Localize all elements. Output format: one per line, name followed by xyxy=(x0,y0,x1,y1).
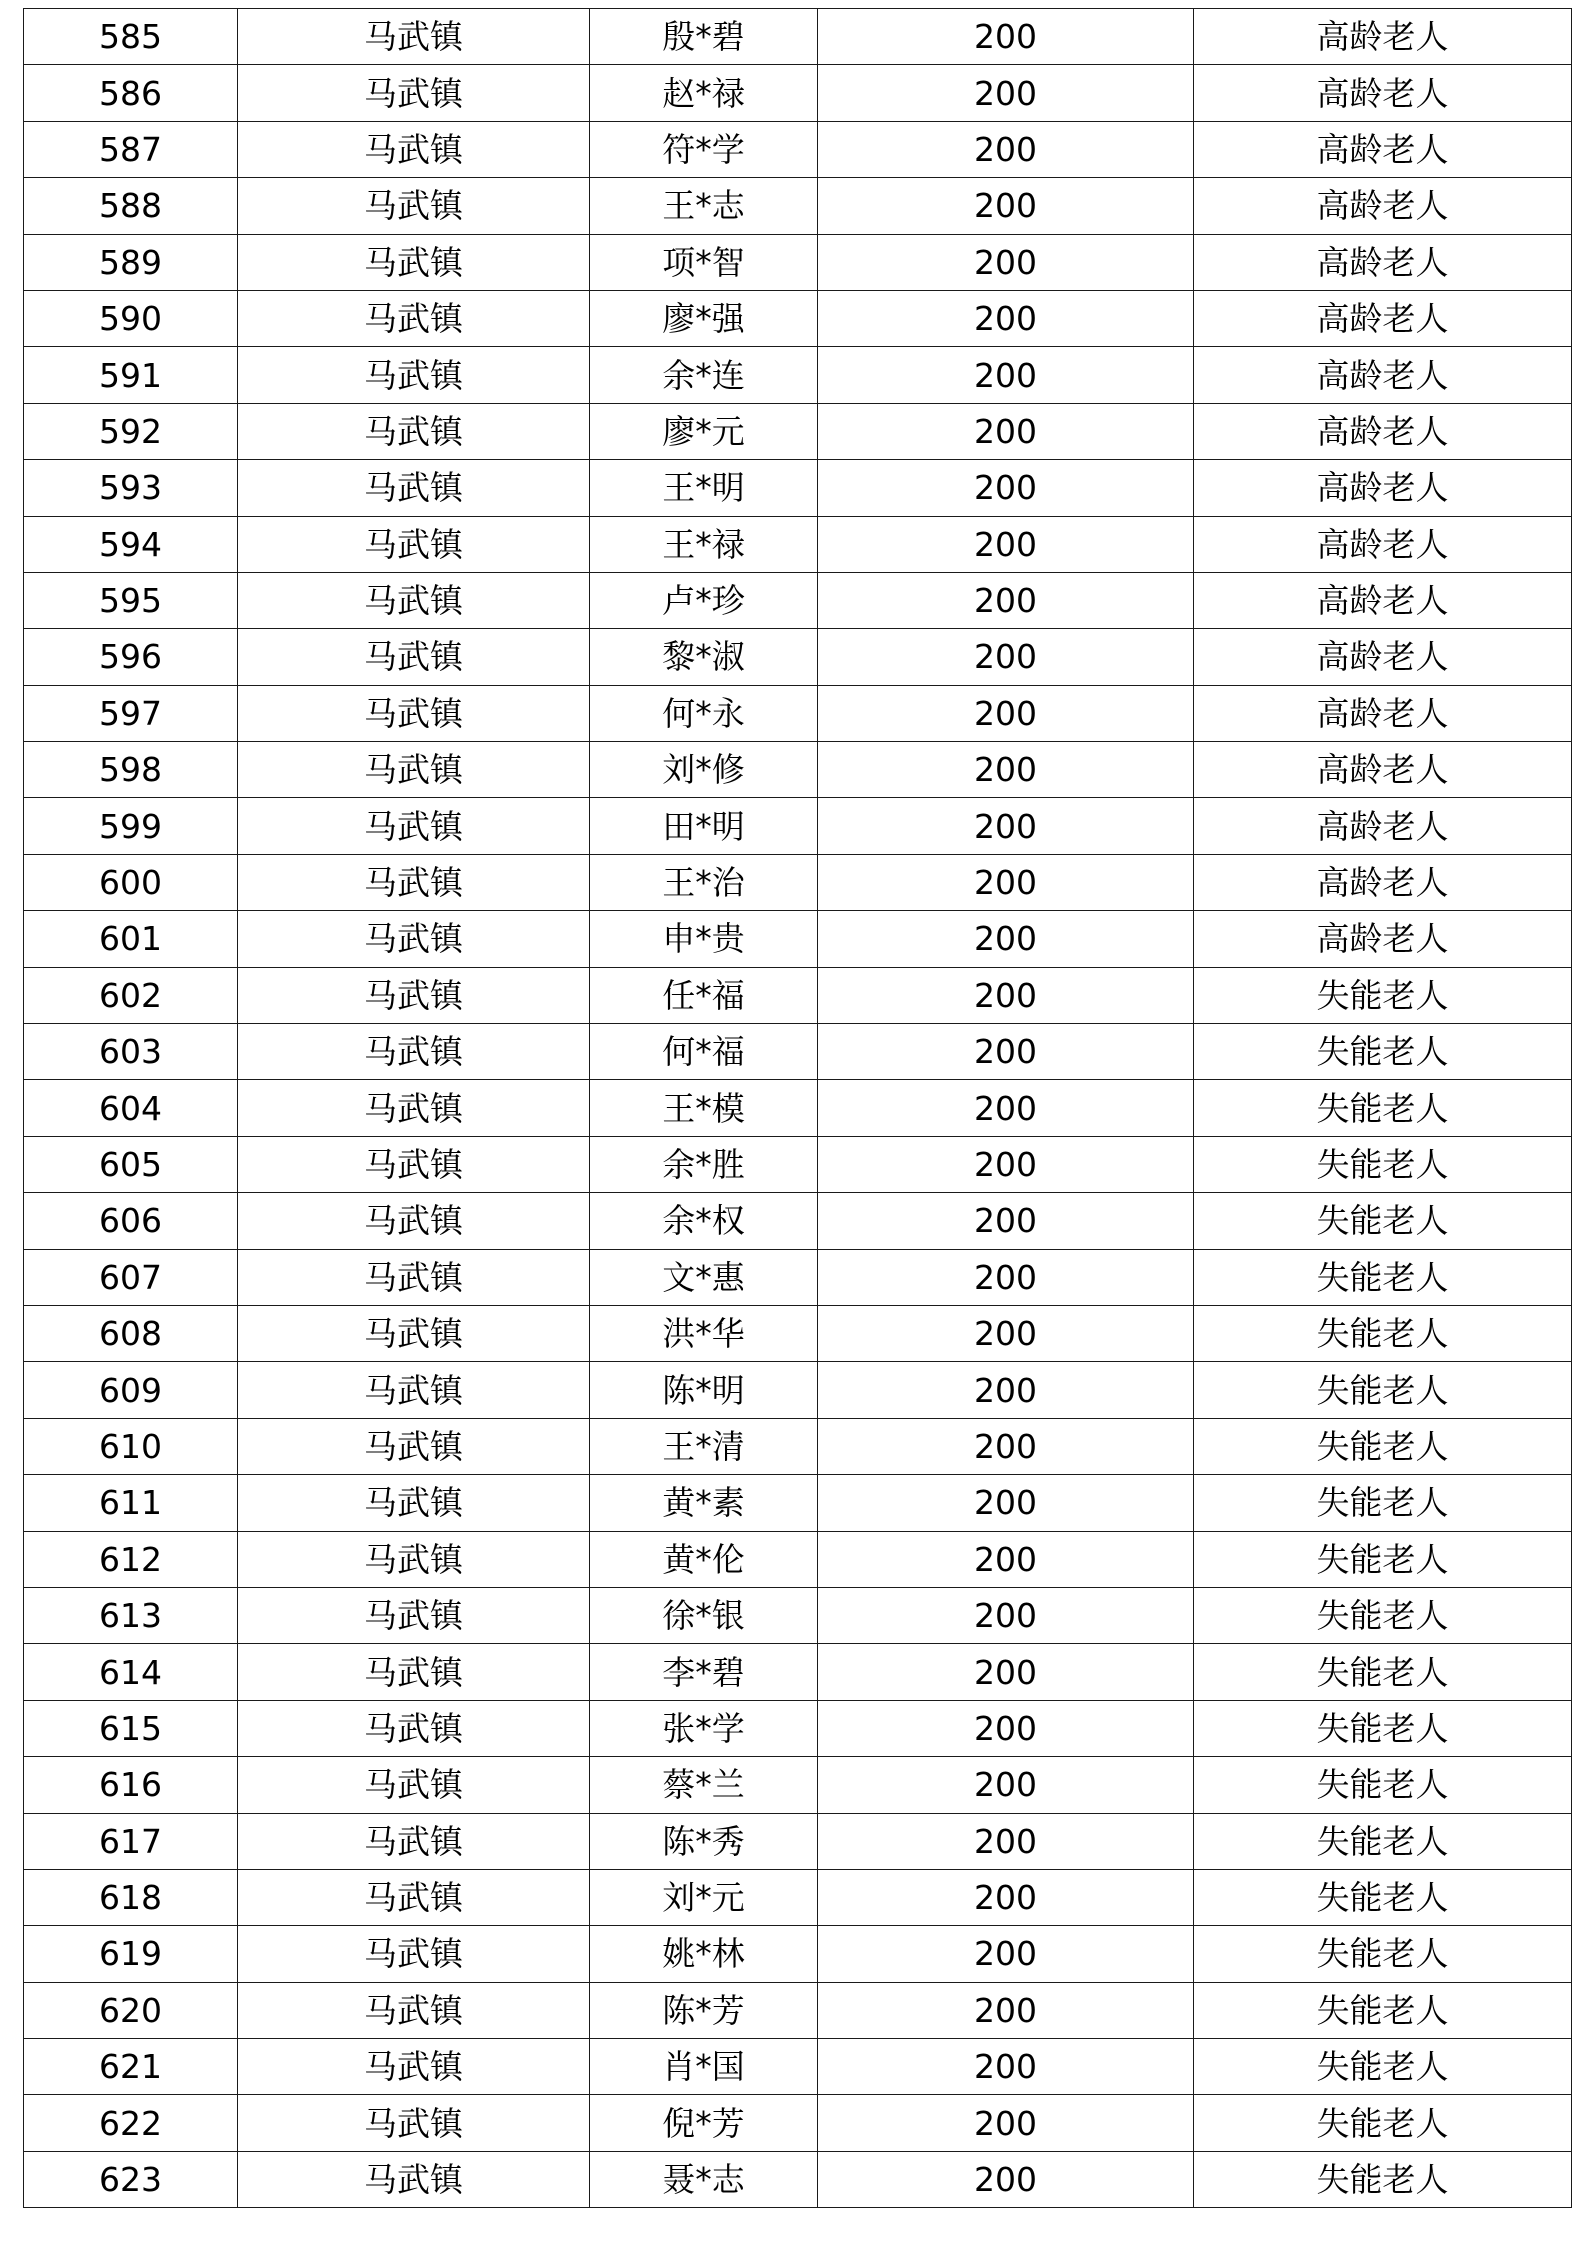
table-row xyxy=(24,1531,1572,1587)
cell-name: 余*连 xyxy=(590,347,818,403)
cell-number: 621 xyxy=(24,2039,238,2095)
cell-amount: 200 xyxy=(818,1531,1194,1587)
table-row xyxy=(24,967,1572,1023)
cell-town: 马武镇 xyxy=(238,1587,590,1643)
cell-number: 612 xyxy=(24,1531,238,1587)
cell-name: 殷*碧 xyxy=(590,9,818,65)
cell-category: 高龄老人 xyxy=(1194,854,1572,910)
table-row xyxy=(24,2039,1572,2095)
cell-number: 604 xyxy=(24,1080,238,1136)
cell-town: 马武镇 xyxy=(238,1813,590,1869)
cell-category: 失能老人 xyxy=(1194,1982,1572,2038)
cell-category: 高龄老人 xyxy=(1194,516,1572,572)
cell-number: 587 xyxy=(24,121,238,177)
table-row xyxy=(24,1080,1572,1136)
table-row xyxy=(24,1982,1572,2038)
cell-name: 陈*芳 xyxy=(590,1982,818,2038)
cell-name: 蔡*兰 xyxy=(590,1757,818,1813)
cell-amount: 200 xyxy=(818,798,1194,854)
cell-amount: 200 xyxy=(818,1926,1194,1982)
cell-number: 605 xyxy=(24,1136,238,1192)
cell-category: 高龄老人 xyxy=(1194,742,1572,798)
cell-number: 606 xyxy=(24,1193,238,1249)
cell-category: 失能老人 xyxy=(1194,1926,1572,1982)
cell-category: 失能老人 xyxy=(1194,1813,1572,1869)
table-row xyxy=(24,178,1572,234)
cell-amount: 200 xyxy=(818,234,1194,290)
cell-name: 廖*强 xyxy=(590,290,818,346)
cell-town: 马武镇 xyxy=(238,2095,590,2151)
cell-category: 高龄老人 xyxy=(1194,347,1572,403)
cell-town: 马武镇 xyxy=(238,1757,590,1813)
cell-name: 何*永 xyxy=(590,685,818,741)
cell-amount: 200 xyxy=(818,121,1194,177)
cell-number: 608 xyxy=(24,1305,238,1361)
cell-town: 马武镇 xyxy=(238,1531,590,1587)
cell-town: 马武镇 xyxy=(238,1193,590,1249)
cell-name: 符*学 xyxy=(590,121,818,177)
cell-name: 陈*明 xyxy=(590,1362,818,1418)
cell-amount: 200 xyxy=(818,2039,1194,2095)
table-row xyxy=(24,121,1572,177)
cell-number: 623 xyxy=(24,2151,238,2207)
table-row xyxy=(24,1869,1572,1925)
cell-number: 617 xyxy=(24,1813,238,1869)
table-row xyxy=(24,460,1572,516)
cell-town: 马武镇 xyxy=(238,178,590,234)
cell-number: 591 xyxy=(24,347,238,403)
cell-town: 马武镇 xyxy=(238,1362,590,1418)
table-row xyxy=(24,1249,1572,1305)
cell-number: 593 xyxy=(24,460,238,516)
cell-amount: 200 xyxy=(818,1362,1194,1418)
cell-category: 失能老人 xyxy=(1194,1305,1572,1361)
cell-number: 609 xyxy=(24,1362,238,1418)
cell-number: 611 xyxy=(24,1475,238,1531)
cell-amount: 200 xyxy=(818,9,1194,65)
cell-town: 马武镇 xyxy=(238,347,590,403)
cell-town: 马武镇 xyxy=(238,1475,590,1531)
table-row xyxy=(24,234,1572,290)
table-row xyxy=(24,1813,1572,1869)
cell-amount: 200 xyxy=(818,1024,1194,1080)
cell-amount: 200 xyxy=(818,65,1194,121)
cell-town: 马武镇 xyxy=(238,1249,590,1305)
cell-category: 高龄老人 xyxy=(1194,403,1572,459)
cell-amount: 200 xyxy=(818,1587,1194,1643)
cell-name: 陈*秀 xyxy=(590,1813,818,1869)
cell-name: 王*明 xyxy=(590,460,818,516)
table-row xyxy=(24,742,1572,798)
cell-name: 王*志 xyxy=(590,178,818,234)
table-row xyxy=(24,1475,1572,1531)
cell-amount: 200 xyxy=(818,742,1194,798)
cell-name: 王*治 xyxy=(590,854,818,910)
cell-town: 马武镇 xyxy=(238,1644,590,1700)
cell-number: 610 xyxy=(24,1418,238,1474)
cell-category: 失能老人 xyxy=(1194,1080,1572,1136)
cell-amount: 200 xyxy=(818,2151,1194,2207)
table-row xyxy=(24,65,1572,121)
cell-name: 余*权 xyxy=(590,1193,818,1249)
table-row xyxy=(24,1700,1572,1756)
cell-town: 马武镇 xyxy=(238,516,590,572)
cell-number: 588 xyxy=(24,178,238,234)
cell-amount: 200 xyxy=(818,1305,1194,1361)
cell-town: 马武镇 xyxy=(238,9,590,65)
cell-amount: 200 xyxy=(818,1813,1194,1869)
cell-amount: 200 xyxy=(818,1982,1194,2038)
cell-category: 高龄老人 xyxy=(1194,685,1572,741)
cell-name: 文*惠 xyxy=(590,1249,818,1305)
cell-number: 586 xyxy=(24,65,238,121)
cell-name: 赵*禄 xyxy=(590,65,818,121)
table-row xyxy=(24,629,1572,685)
cell-number: 599 xyxy=(24,798,238,854)
cell-amount: 200 xyxy=(818,290,1194,346)
cell-name: 徐*银 xyxy=(590,1587,818,1643)
cell-category: 失能老人 xyxy=(1194,2039,1572,2095)
cell-amount: 200 xyxy=(818,911,1194,967)
cell-town: 马武镇 xyxy=(238,2039,590,2095)
cell-amount: 200 xyxy=(818,1249,1194,1305)
cell-name: 申*贵 xyxy=(590,911,818,967)
cell-name: 张*学 xyxy=(590,1700,818,1756)
cell-name: 何*福 xyxy=(590,1024,818,1080)
cell-town: 马武镇 xyxy=(238,911,590,967)
cell-name: 廖*元 xyxy=(590,403,818,459)
cell-amount: 200 xyxy=(818,1136,1194,1192)
cell-name: 黎*淑 xyxy=(590,629,818,685)
cell-name: 黄*素 xyxy=(590,1475,818,1531)
cell-amount: 200 xyxy=(818,1757,1194,1813)
cell-name: 任*福 xyxy=(590,967,818,1023)
cell-category: 高龄老人 xyxy=(1194,460,1572,516)
cell-town: 马武镇 xyxy=(238,290,590,346)
cell-number: 598 xyxy=(24,742,238,798)
cell-amount: 200 xyxy=(818,1193,1194,1249)
cell-town: 马武镇 xyxy=(238,1418,590,1474)
cell-town: 马武镇 xyxy=(238,629,590,685)
cell-category: 高龄老人 xyxy=(1194,9,1572,65)
cell-number: 615 xyxy=(24,1700,238,1756)
cell-amount: 200 xyxy=(818,1418,1194,1474)
cell-category: 失能老人 xyxy=(1194,1475,1572,1531)
table-row xyxy=(24,1024,1572,1080)
cell-number: 613 xyxy=(24,1587,238,1643)
table-row xyxy=(24,9,1572,65)
cell-amount: 200 xyxy=(818,1700,1194,1756)
table-row xyxy=(24,1926,1572,1982)
cell-number: 597 xyxy=(24,685,238,741)
table-row xyxy=(24,798,1572,854)
cell-number: 590 xyxy=(24,290,238,346)
cell-town: 马武镇 xyxy=(238,1869,590,1925)
table-row xyxy=(24,1587,1572,1643)
cell-name: 聂*志 xyxy=(590,2151,818,2207)
cell-category: 高龄老人 xyxy=(1194,798,1572,854)
cell-town: 马武镇 xyxy=(238,798,590,854)
table-row xyxy=(24,1305,1572,1361)
cell-town: 马武镇 xyxy=(238,1024,590,1080)
cell-category: 高龄老人 xyxy=(1194,911,1572,967)
cell-number: 595 xyxy=(24,572,238,628)
cell-category: 高龄老人 xyxy=(1194,629,1572,685)
cell-amount: 200 xyxy=(818,516,1194,572)
cell-name: 倪*芳 xyxy=(590,2095,818,2151)
cell-number: 616 xyxy=(24,1757,238,1813)
cell-number: 596 xyxy=(24,629,238,685)
cell-category: 失能老人 xyxy=(1194,1362,1572,1418)
cell-number: 601 xyxy=(24,911,238,967)
cell-category: 失能老人 xyxy=(1194,1193,1572,1249)
cell-amount: 200 xyxy=(818,685,1194,741)
cell-category: 失能老人 xyxy=(1194,1869,1572,1925)
table-row xyxy=(24,290,1572,346)
cell-amount: 200 xyxy=(818,403,1194,459)
cell-name: 卢*珍 xyxy=(590,572,818,628)
cell-town: 马武镇 xyxy=(238,2151,590,2207)
subsidy-table xyxy=(23,8,1572,2208)
cell-category: 失能老人 xyxy=(1194,1024,1572,1080)
cell-number: 602 xyxy=(24,967,238,1023)
table-row xyxy=(24,1644,1572,1700)
cell-number: 600 xyxy=(24,854,238,910)
cell-amount: 200 xyxy=(818,178,1194,234)
cell-name: 田*明 xyxy=(590,798,818,854)
cell-name: 王*禄 xyxy=(590,516,818,572)
table-body xyxy=(24,9,1572,2208)
cell-amount: 200 xyxy=(818,1869,1194,1925)
table-row xyxy=(24,685,1572,741)
cell-category: 失能老人 xyxy=(1194,967,1572,1023)
cell-category: 高龄老人 xyxy=(1194,290,1572,346)
cell-amount: 200 xyxy=(818,1080,1194,1136)
cell-number: 585 xyxy=(24,9,238,65)
cell-name: 王*模 xyxy=(590,1080,818,1136)
table-row xyxy=(24,572,1572,628)
cell-category: 失能老人 xyxy=(1194,1700,1572,1756)
cell-category: 高龄老人 xyxy=(1194,65,1572,121)
cell-name: 项*智 xyxy=(590,234,818,290)
cell-category: 高龄老人 xyxy=(1194,234,1572,290)
cell-number: 603 xyxy=(24,1024,238,1080)
cell-amount: 200 xyxy=(818,629,1194,685)
table-row xyxy=(24,2095,1572,2151)
cell-amount: 200 xyxy=(818,572,1194,628)
cell-town: 马武镇 xyxy=(238,1305,590,1361)
cell-amount: 200 xyxy=(818,2095,1194,2151)
cell-town: 马武镇 xyxy=(238,121,590,177)
cell-town: 马武镇 xyxy=(238,572,590,628)
cell-name: 黄*伦 xyxy=(590,1531,818,1587)
cell-category: 失能老人 xyxy=(1194,1757,1572,1813)
cell-name: 姚*林 xyxy=(590,1926,818,1982)
cell-number: 618 xyxy=(24,1869,238,1925)
cell-category: 高龄老人 xyxy=(1194,178,1572,234)
cell-category: 失能老人 xyxy=(1194,1418,1572,1474)
table-row xyxy=(24,1136,1572,1192)
cell-town: 马武镇 xyxy=(238,65,590,121)
cell-category: 高龄老人 xyxy=(1194,121,1572,177)
cell-amount: 200 xyxy=(818,854,1194,910)
cell-number: 594 xyxy=(24,516,238,572)
table-row xyxy=(24,1757,1572,1813)
table-row xyxy=(24,911,1572,967)
cell-town: 马武镇 xyxy=(238,234,590,290)
cell-amount: 200 xyxy=(818,347,1194,403)
cell-name: 洪*华 xyxy=(590,1305,818,1361)
cell-number: 620 xyxy=(24,1982,238,2038)
cell-town: 马武镇 xyxy=(238,403,590,459)
cell-amount: 200 xyxy=(818,460,1194,516)
cell-town: 马武镇 xyxy=(238,742,590,798)
cell-town: 马武镇 xyxy=(238,967,590,1023)
cell-number: 589 xyxy=(24,234,238,290)
cell-amount: 200 xyxy=(818,1644,1194,1700)
cell-town: 马武镇 xyxy=(238,854,590,910)
cell-name: 王*清 xyxy=(590,1418,818,1474)
cell-category: 失能老人 xyxy=(1194,1249,1572,1305)
table-row xyxy=(24,403,1572,459)
cell-category: 失能老人 xyxy=(1194,1531,1572,1587)
table-row xyxy=(24,1418,1572,1474)
cell-category: 失能老人 xyxy=(1194,1587,1572,1643)
cell-name: 李*碧 xyxy=(590,1644,818,1700)
table-row xyxy=(24,347,1572,403)
table-row xyxy=(24,854,1572,910)
cell-town: 马武镇 xyxy=(238,460,590,516)
table-row xyxy=(24,1193,1572,1249)
cell-amount: 200 xyxy=(818,1475,1194,1531)
cell-category: 失能老人 xyxy=(1194,1644,1572,1700)
cell-amount: 200 xyxy=(818,967,1194,1023)
cell-town: 马武镇 xyxy=(238,685,590,741)
cell-town: 马武镇 xyxy=(238,1926,590,1982)
cell-town: 马武镇 xyxy=(238,1982,590,2038)
table-row xyxy=(24,516,1572,572)
cell-category: 高龄老人 xyxy=(1194,572,1572,628)
cell-name: 刘*修 xyxy=(590,742,818,798)
cell-category: 失能老人 xyxy=(1194,2151,1572,2207)
cell-number: 592 xyxy=(24,403,238,459)
table-row xyxy=(24,2151,1572,2207)
cell-name: 肖*国 xyxy=(590,2039,818,2095)
cell-town: 马武镇 xyxy=(238,1136,590,1192)
cell-number: 619 xyxy=(24,1926,238,1982)
cell-number: 622 xyxy=(24,2095,238,2151)
cell-town: 马武镇 xyxy=(238,1080,590,1136)
cell-town: 马武镇 xyxy=(238,1700,590,1756)
cell-name: 刘*元 xyxy=(590,1869,818,1925)
table-row xyxy=(24,1362,1572,1418)
cell-number: 607 xyxy=(24,1249,238,1305)
cell-category: 失能老人 xyxy=(1194,1136,1572,1192)
cell-name: 余*胜 xyxy=(590,1136,818,1192)
cell-category: 失能老人 xyxy=(1194,2095,1572,2151)
cell-number: 614 xyxy=(24,1644,238,1700)
